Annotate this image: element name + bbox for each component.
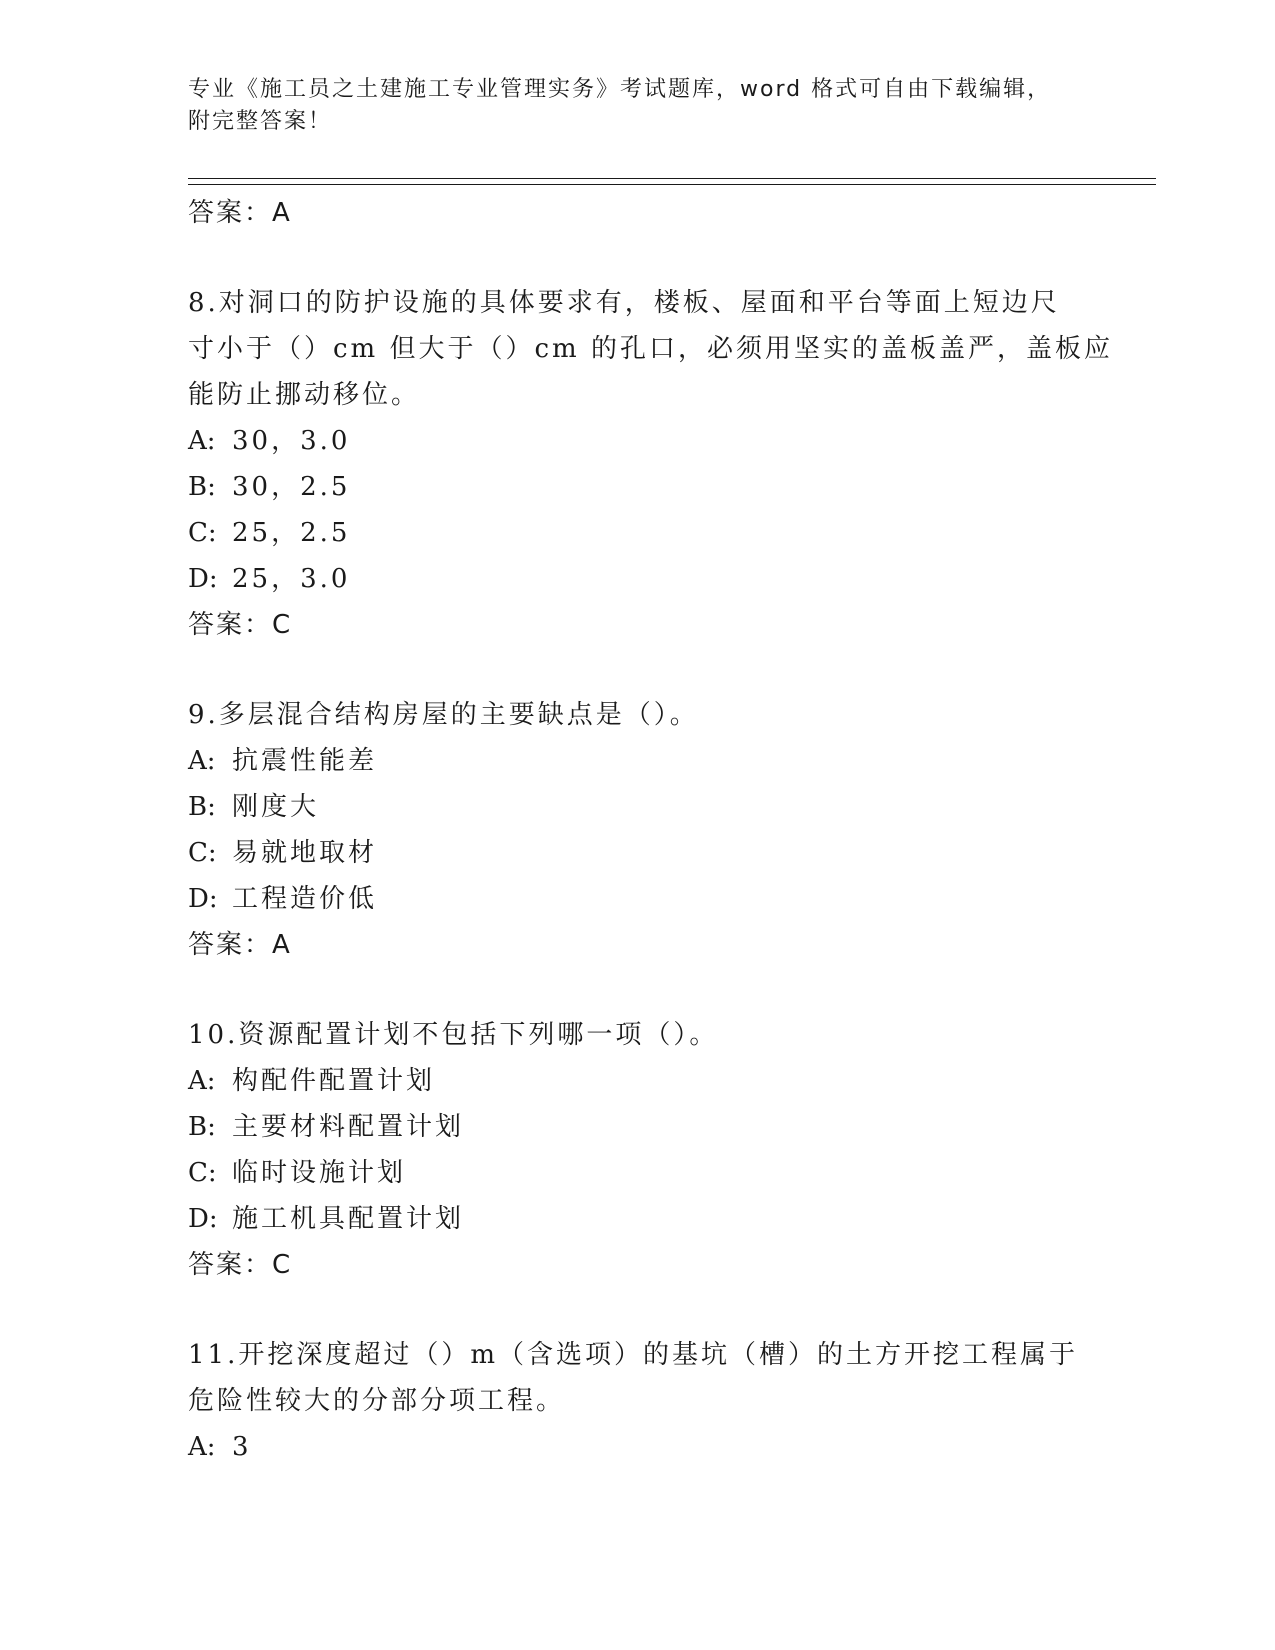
- option-text: 3: [232, 1432, 252, 1462]
- option-d: [188, 556, 1138, 602]
- option-label: C:: [188, 518, 217, 548]
- option-text: 工程造价低: [232, 884, 378, 914]
- option-a: [188, 1424, 1138, 1470]
- header-divider-bottom: [188, 184, 1156, 185]
- spacer: [188, 648, 1138, 692]
- option-label: A:: [188, 426, 216, 456]
- option-text: 临时设施计划: [232, 1158, 407, 1188]
- header-divider-top: [188, 178, 1156, 179]
- option-label: B:: [188, 792, 216, 822]
- option-text: 25，3.0: [232, 564, 351, 594]
- option-a: [188, 1058, 1138, 1104]
- answer-line: 答案：C: [188, 1250, 293, 1280]
- question-stem-line: 8.对洞口的防护设施的具体要求有，楼板、屋面和平台等面上短边尺: [188, 288, 1060, 318]
- question-block-9: [188, 692, 1138, 968]
- answer-line: 答案：A: [188, 930, 292, 960]
- option-b: [188, 1104, 1138, 1150]
- question-block-10: [188, 1012, 1138, 1288]
- page-header: [188, 74, 1068, 138]
- option-label: B:: [188, 1112, 216, 1142]
- header-line-2: 附完整答案！: [188, 109, 333, 134]
- option-text: 30，3.0: [232, 426, 351, 456]
- option-text: 主要材料配置计划: [232, 1112, 465, 1142]
- option-text: 抗震性能差: [232, 746, 378, 776]
- question-stem-line: 9.多层混合结构房屋的主要缺点是（）。: [188, 700, 699, 730]
- option-label: D:: [188, 564, 218, 594]
- option-text: 构配件配置计划: [232, 1066, 436, 1096]
- spacer: [188, 236, 1138, 280]
- question-block-8: [188, 280, 1138, 648]
- option-text: 刚度大: [232, 792, 320, 822]
- question-stem-line: 寸小于（）cm 但大于（）cm 的孔口，必须用坚实的盖板盖严，盖板应: [188, 334, 1113, 364]
- question-block-11: [188, 1332, 1138, 1470]
- answer-line: 答案：C: [188, 610, 293, 640]
- header-line-1: 专业《施工员之土建施工专业管理实务》考试题库，word 格式可自由下载编辑，: [188, 77, 1052, 102]
- spacer: [188, 968, 1138, 1012]
- answer-line: 答案：A: [188, 198, 292, 228]
- option-d: [188, 1196, 1138, 1242]
- spacer: [188, 1288, 1138, 1332]
- option-a: [188, 738, 1138, 784]
- option-label: A:: [188, 1066, 216, 1096]
- question-stem-line: 11.开挖深度超过（）m（含选项）的基坑（槽）的土方开挖工程属于: [188, 1340, 1079, 1370]
- option-b: [188, 464, 1138, 510]
- option-label: D:: [188, 884, 218, 914]
- question-stem-line: 能防止挪动移位。: [188, 380, 421, 410]
- option-text: 施工机具配置计划: [232, 1204, 465, 1234]
- option-d: [188, 876, 1138, 922]
- option-c: [188, 830, 1138, 876]
- option-label: C:: [188, 838, 217, 868]
- option-a: [188, 418, 1138, 464]
- option-c: [188, 510, 1138, 556]
- question-stem-line: 危险性较大的分部分项工程。: [188, 1386, 566, 1416]
- option-text: 25，2.5: [232, 518, 351, 548]
- option-label: B:: [188, 472, 216, 502]
- option-label: A:: [188, 746, 216, 776]
- option-label: C:: [188, 1158, 217, 1188]
- question-content: [188, 190, 1138, 1470]
- option-text: 30，2.5: [232, 472, 351, 502]
- question-stem-line: 10.资源配置计划不包括下列哪一项（）。: [188, 1020, 719, 1050]
- option-text: 易就地取材: [232, 838, 378, 868]
- option-c: [188, 1150, 1138, 1196]
- option-b: [188, 784, 1138, 830]
- option-label: A:: [188, 1432, 216, 1462]
- option-label: D:: [188, 1204, 218, 1234]
